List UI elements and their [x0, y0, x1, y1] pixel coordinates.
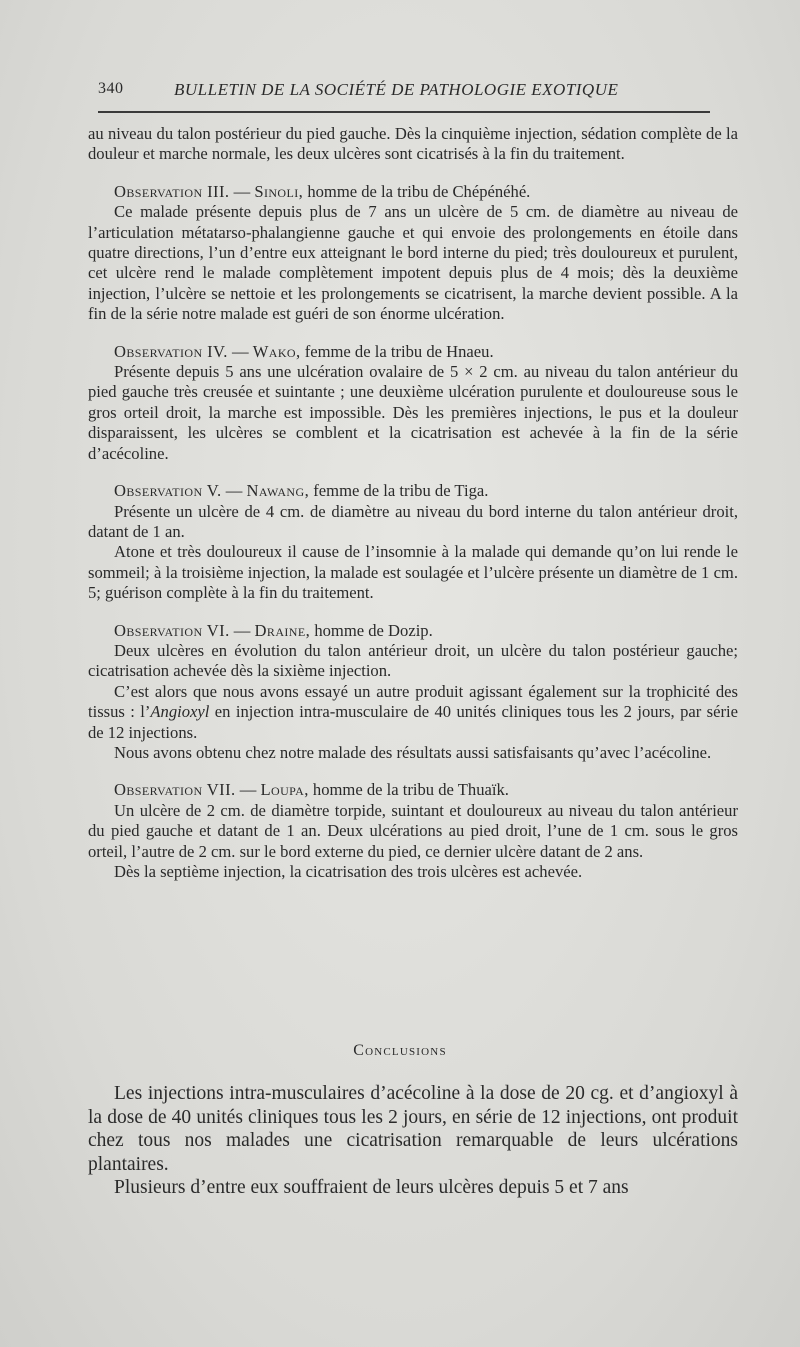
- observation-7-heading: Observation VII. — Loupa, homme de la tribu de Thuaïk.: [114, 780, 509, 800]
- running-title: BULLETIN DE LA SOCIÉTÉ DE PATHOLOGIE EXOTIQUE: [174, 80, 619, 99]
- running-header: [98, 78, 710, 106]
- conclusions-body: [88, 1082, 738, 1200]
- article-body: [88, 124, 738, 882]
- observation-6-heading: Observation VI. — Draine, homme de Dozip.: [114, 620, 433, 640]
- observation-5-heading: Observation V. — Nawang, femme de la tribu de Tiga.: [114, 481, 489, 501]
- observation-5-text-1: Présente un ulcère de 4 cm. de diamètre au niveau du bord interne du talon antérieur droit, datant de 1 an.: [88, 501, 738, 541]
- conclusions-paragraph-1: Les injections intra-musculaires d’acécoline à la dose de 20 cg. et d’angioxyl à la dose de 40 unités cliniques tous les 2 jours, en série de 12 injections, ont produit chez tous nos malades une cicatrisation remarquable de leurs ulcérations plantaires.: [88, 1083, 738, 1175]
- intro-paragraph: au niveau du talon postérieur du pied gauche. Dès la cinquième injection, sédation complète de la douleur et marche normale, les deux ulcères sont cicatrisés à la fin du traitement.: [88, 124, 738, 164]
- page-number: 340: [98, 80, 124, 97]
- observation-4-heading: Observation IV. — Wako, femme de la tribu de Hnaeu.: [114, 341, 494, 361]
- observation-6-text-3: Nous avons obtenu chez notre malade des résultats aussi satisfaisants qu’avec l’acécoline.: [114, 742, 712, 762]
- conclusions-paragraph-2: Plusieurs d’entre eux souffraient de leurs ulcères depuis 5 et 7 ans: [114, 1177, 629, 1199]
- angioxyl-term: Angioxyl: [150, 702, 210, 722]
- observation-4-text: Présente depuis 5 ans une ulcération ovalaire de 5 × 2 cm. au niveau du talon antérieur du pied gauche très creusée et suintante ; une deuxième ulcération purulente et douloureuse sous le gros orteil droit, la marche est impossible. Dès les premières injections, le pus et la douleur disparaissent, les ulcères se comblent et la cicatrisation est achevée à la fin de la série d’acécoline.: [88, 362, 738, 463]
- observation-3-heading: Observation III. — Sinoli, homme de la tribu de Chépénéhé.: [114, 181, 531, 201]
- observation-6-text-2: C’est alors que nous avons essayé un autre produit agissant également sur la trophicité des tissus : l’Angioxyl en injection intra-musculaire de 40 unités cliniques tous les 2 jours, par série de 12 injections.: [88, 681, 738, 742]
- header-rule: [98, 111, 710, 113]
- observation-7-text-2: Dès la septième injection, la cicatrisation des trois ulcères est achevée.: [114, 862, 583, 881]
- conclusions-heading: Conclusions: [353, 1042, 447, 1059]
- observation-6-text-1: Deux ulcères en évolution du talon antérieur droit, un ulcère du talon postérieur gauche; cicatrisation achevée dès la sixième injection.: [88, 640, 738, 681]
- observation-7-text-1: Un ulcère de 2 cm. de diamètre torpide, suintant et douloureux au niveau du talon antérieur du pied gauche et datant de 1 an. Deux ulcérations au pied droit, l’une de 1 cm. sous le gros orteil, l’autre de 2 cm. sur le bord externe du pied, ce dernier ulcère datant de 2 ans.: [88, 800, 738, 861]
- observation-5-text-2: Atone et très douloureux il cause de l’insomnie à la malade qui demande qu’on lui rende le sommeil; à la troisième injection, la malade est soulagée et l’ulcère présente un diamètre de 1 cm. 5; guérison complète à la fin du traitement.: [88, 542, 738, 603]
- observation-3-text: Ce malade présente depuis plus de 7 ans un ulcère de 5 cm. de diamètre au niveau de l’articulation métatarso-phalangienne gauche et qui envoie des prolongements en étoile dans quatre directions, l’un d’entre eux atteignant le bord interne du pied; très douloureux et purulent, cet ulcère rend le malade complètement impotent depuis plus de 4 mois; dès la deuxième injection, l’ulcère se nettoie et les prolongements se cicatrisent, la marche devient possible. A la fin de la série notre malade est guéri de son énorme ulcération.: [88, 202, 738, 324]
